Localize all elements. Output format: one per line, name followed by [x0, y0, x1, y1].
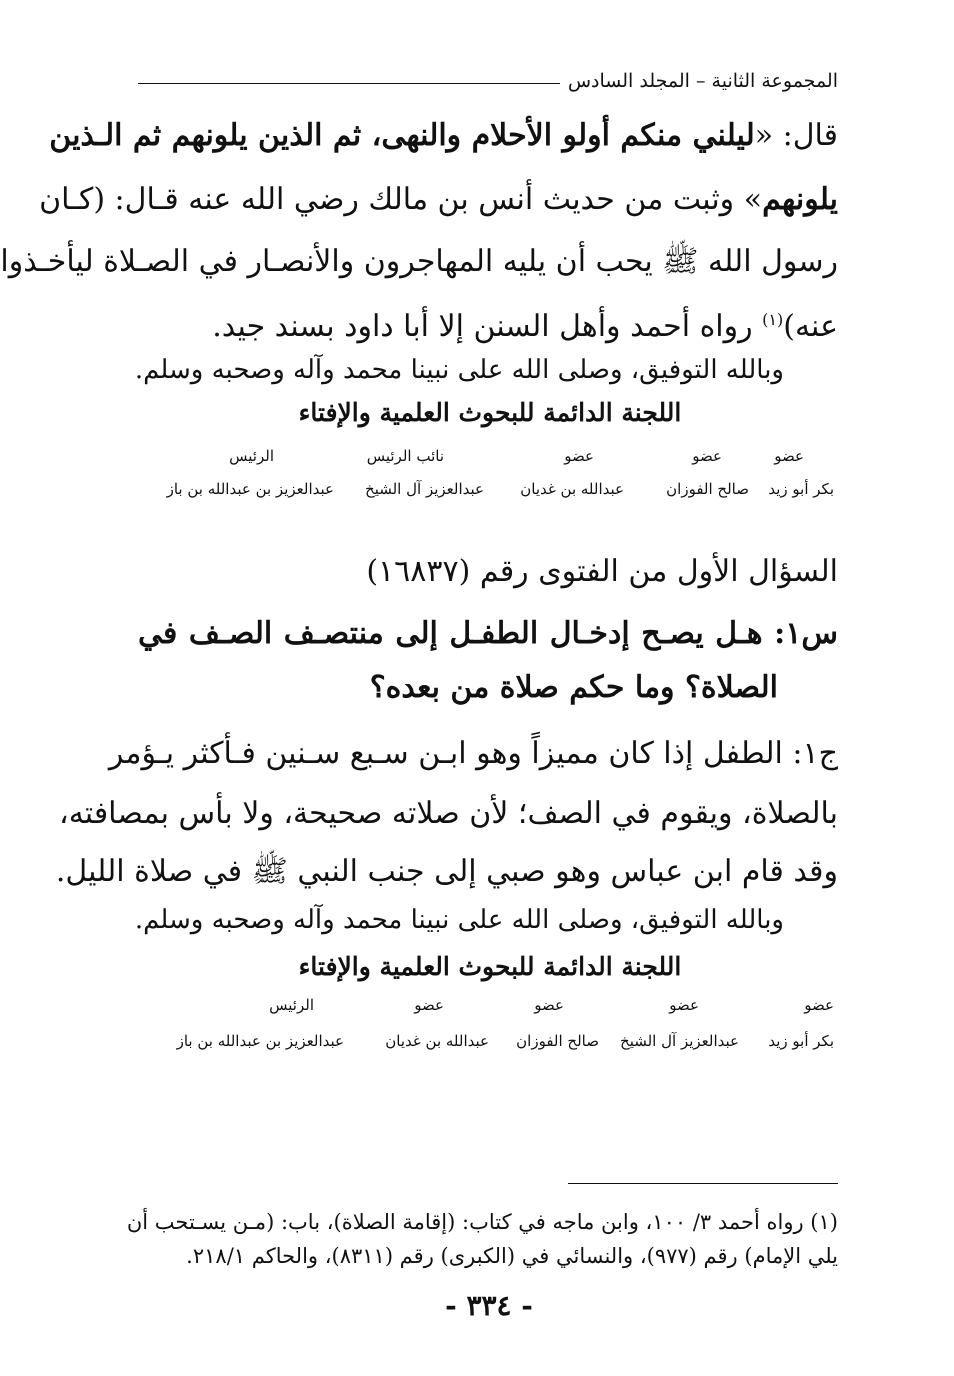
- hadith-text-bold: ليلني منكم أولو الأحلام والنهى، ثم الذين يلونهم ثم الـذين: [49, 118, 755, 153]
- footnote-text: يلي الإمام) رقم (٩٧٧)، والنسائي في (الكبرى) رقم (٨٣١١)، والحاكم ٢١٨/١.: [186, 1244, 838, 1268]
- question-line-2: [138, 666, 778, 710]
- role-label: عضو: [564, 447, 594, 465]
- closing-formula: وبالله التوفيق، وصلى الله على نبينا محمد وآله وصحبه وسلم.: [134, 355, 784, 385]
- answer-line-1: [108, 732, 838, 776]
- signatory-name: بكر أبو زيد: [768, 1032, 834, 1050]
- body-line-4: [138, 298, 838, 342]
- question-line-1: [138, 612, 838, 656]
- answer-text: بالصلاة، ويقوم في الصف؛ لأن صلاته صحيحة، ولا بأس بمصافته،: [59, 796, 838, 831]
- body-text: » وثبت من حديث أنس بن مالك رضي الله عنه قـال: (كـان: [39, 182, 763, 217]
- fatwa-heading-text: السؤال الأول من الفتوى رقم (١٦٨٣٧): [366, 554, 838, 589]
- fatwa-heading: [138, 550, 838, 594]
- running-header: [138, 66, 838, 96]
- body-line-3: [0, 240, 838, 284]
- signatory-name: عبدالعزيز بن عبدالله بن باز: [166, 480, 334, 498]
- role-label: عضو: [669, 996, 699, 1014]
- role-label: نائب الرئيس: [366, 447, 444, 465]
- quote-prefix: قال: «: [754, 118, 838, 153]
- answer-text: ج١: الطفل إذا كان مميزاً وهو ابـن سـبع سـنين فـأكثر يـؤمر: [108, 736, 838, 771]
- question-text: الصلاة؟ وما حكم صلاة من بعده؟: [369, 670, 778, 705]
- question-text: س١: هـل يصـح إدخـال الطفـل إلى منتصـف الصـف في: [138, 616, 838, 651]
- closing-formula: وبالله التوفيق، وصلى الله على نبينا محمد وآله وصحبه وسلم.: [134, 905, 784, 935]
- role-label: عضو: [804, 996, 834, 1014]
- body-text: رواه أحمد وأهل السنن إلا أبا داود بسند جيد.: [212, 309, 763, 344]
- signatory-name: عبدالعزيز آل الشيخ: [365, 480, 484, 498]
- signatory-name: عبدالله بن غديان: [520, 480, 624, 498]
- footnote-ref: (١): [762, 310, 784, 329]
- role-label: عضو: [534, 996, 564, 1014]
- page-number: - ٣٣٤ -: [445, 1289, 533, 1322]
- signatory-name: صالح الفوزان: [666, 480, 749, 498]
- signatory-name: بكر أبو زيد: [768, 480, 834, 498]
- committee-title: اللجنة الدائمة للبحوث العلمية والإفتاء: [298, 952, 682, 981]
- footnote-text: (١) رواه أحمد ٣/ ١٠٠، وابن ماجه في كتاب: (إقامة الصلاة)، باب: (مـن يسـتحب أن: [126, 1210, 838, 1234]
- signatory-name: عبدالله بن غديان: [385, 1032, 489, 1050]
- answer-line-3: [55, 850, 838, 894]
- footnote-rule: [568, 1183, 838, 1184]
- role-label: الرئيس: [229, 447, 274, 465]
- role-label: عضو: [414, 996, 444, 1014]
- answer-text: وقد قام ابن عباس وهو صبي إلى جنب النبي ﷺ في صلاة الليل.: [55, 854, 838, 889]
- signatory-name: عبدالعزيز آل الشيخ: [620, 1032, 739, 1050]
- role-label: عضو: [774, 447, 804, 465]
- header-rule: [138, 83, 560, 84]
- footnote-line-2: [138, 1240, 838, 1272]
- body-text: عنه): [783, 309, 838, 344]
- signatory-name: عبدالعزيز بن عبدالله بن باز: [176, 1032, 344, 1050]
- hadith-text-bold-end: يلونهم: [762, 182, 838, 217]
- running-title: المجموعة الثانية – المجلد السادس: [567, 70, 838, 92]
- role-label: الرئيس: [269, 996, 314, 1014]
- role-label: عضو: [692, 447, 722, 465]
- body-line-1: [49, 114, 838, 158]
- committee-title: اللجنة الدائمة للبحوث العلمية والإفتاء: [298, 398, 682, 427]
- body-line-2: [39, 178, 838, 222]
- body-text: رسول الله ﷺ يحب أن يليه المهاجرون والأنصـار في الصـلاة ليأخـذوا: [0, 244, 838, 279]
- answer-line-2: [59, 792, 838, 836]
- footnote-line-1: [126, 1206, 838, 1238]
- signatory-name: صالح الفوزان: [516, 1032, 599, 1050]
